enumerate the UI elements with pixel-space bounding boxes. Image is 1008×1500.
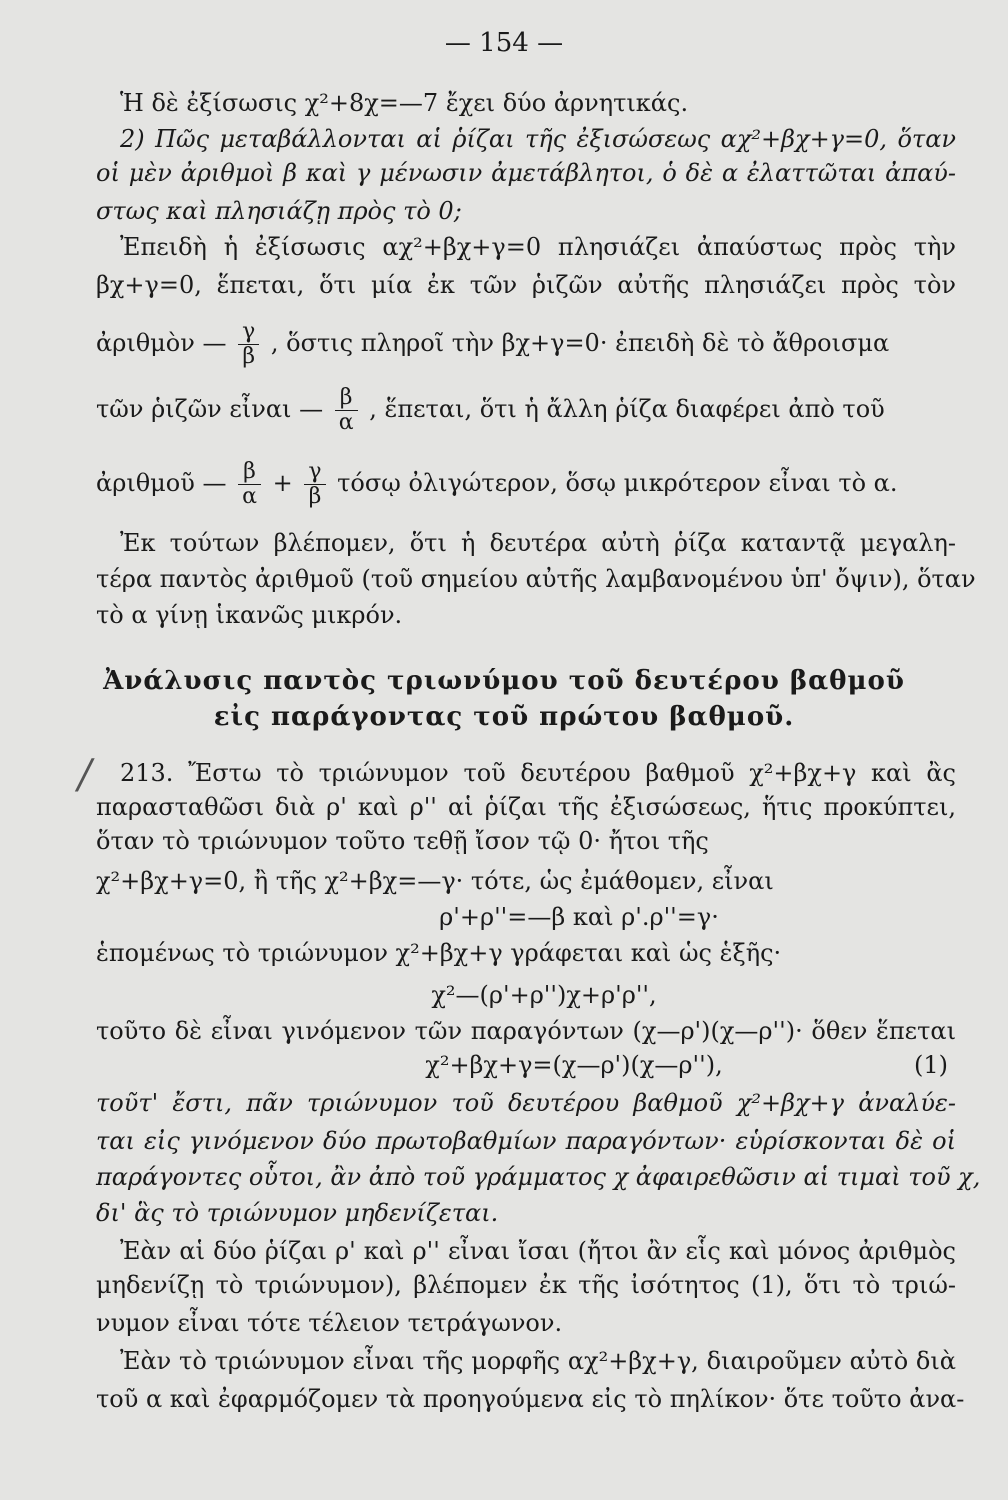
denominator: α [242,484,257,509]
text-line: τοῦτο δὲ εἶναι γινόμενον τῶν παραγόντων (χ—ρ')(χ—ρ'')· ὅθεν ἕπεται [96,1017,956,1045]
plus-sign: + [272,469,293,497]
text-line: τοῦτ' ἔστι, πᾶν τριώνυμον τοῦ δευτέρου βαθμοῦ χ²+βχ+γ ἀναλύε- [96,1089,956,1117]
fraction [238,460,261,509]
text-segment: , ἕπεται, ὅτι ἡ ἄλλη ῥίζα διαφέρει ἀπὸ τοῦ [369,395,885,423]
text-line: Ἐὰν αἱ δύο ῥίζαι ρ' καὶ ρ'' εἶναι ἴσαι (ἤτοι ἂν εἷς καὶ μόνος ἀριθμὸς [120,1237,956,1265]
text-line: στως καὶ πλησιάζῃ πρὸς τὸ 0; [96,197,462,225]
text-line: Ἐὰν τὸ τριώνυμον εἶναι τῆς μορφῆς αχ²+βχ+γ, διαιροῦμεν αὐτὸ διὰ [120,1347,956,1375]
text-line: μηδενίζῃ τὸ τριώνυμον), βλέπομεν ἐκ τῆς ἰσότητος (1), ὅτι τὸ τριώ- [96,1271,956,1299]
denominator: α [338,410,354,435]
text-segment: , ὅστις πληροῖ τὴν βχ+γ=0· ἐπειδὴ δὲ τὸ ἄθροισμα [270,329,890,357]
section-heading: Ἀνάλυσις παντὸς τριωνύμου τοῦ δευτέρου βαθμοῦ [103,666,905,696]
equation: χ²+βχ+γ=(χ—ρ')(χ—ρ''), [425,1051,723,1079]
fraction [304,460,325,509]
text-line: τοῦ α καὶ ἐφαρμόζομεν τὰ προηγούμενα εἰς τὸ πηλίκον· ὅτε τοῦτο ἀνα- [96,1385,965,1413]
text-segment: τῶν ῥιζῶν εἶναι — [96,395,324,423]
text-line: παρασταθῶσι διὰ ρ' καὶ ρ'' αἱ ῥίζαι τῆς ἐξισώσεως, ἥτις προκύπτει, [96,793,956,821]
section-heading: εἰς παράγοντας τοῦ πρώτου βαθμοῦ. [213,702,795,732]
equation: ρ'+ρ''=—β καὶ ρ'.ρ''=γ· [439,903,719,931]
equation-number: (1) [914,1051,948,1079]
text-line: οἱ μὲν ἀριθμοὶ β καὶ γ μένωσιν ἀμετάβλητοι, ὁ δὲ α ἐλαττῶται ἀπαύ- [96,159,956,187]
text-line: δι' ἃς τὸ τριώνυμον μηδενίζεται. [96,1199,499,1227]
fraction [335,386,358,435]
numerator: β [238,460,261,485]
text-line: παράγοντες οὗτοι, ἂν ἀπὸ τοῦ γράμματος χ ἀφαιρεθῶσιν αἱ τιμαὶ τοῦ χ, [96,1163,981,1191]
denominator: β [242,344,256,369]
text-segment: ἀριθμοῦ — [96,469,227,497]
numerator: β [335,386,358,411]
text-line: νυμον εἶναι τότε τέλειον τετράγωνον. [96,1309,563,1337]
numerator: γ [304,460,325,485]
text-line: βχ+γ=0, ἕπεται, ὅτι μία ἐκ τῶν ῥιζῶν αὐτῆς πλησιάζει πρὸς τὸν [96,271,956,299]
text-line: Ἐπειδὴ ἡ ἐξίσωσις αχ²+βχ+γ=0 πλησιάζει ἀπαύστως πρὸς τὴν [120,233,956,261]
text-segment: ἀριθμὸν — [96,329,227,357]
text-line: 2) Πῶς μεταβάλλονται αἱ ῥίζαι τῆς ἐξισώσεως αχ²+βχ+γ=0, ὅταν [120,125,956,153]
fraction-line [96,384,956,434]
fraction-line [96,318,956,368]
text-line: ὅταν τὸ τριώνυμον τοῦτο τεθῇ ἴσον τῷ 0· ἤτοι τῆς [96,827,709,855]
text-segment: τόσῳ ὀλιγώτερον, ὅσῳ μικρότερον εἶναι τὸ α. [337,469,898,497]
equation: χ²—(ρ'+ρ'')χ+ρ'ρ'', [431,981,657,1009]
text-line: Ἡ δὲ ἐξίσωσις χ²+8χ=—7 ἔχει δύο ἀρνητικάς. [120,89,689,117]
fraction-line [96,458,956,508]
text-line: Ἐκ τούτων βλέπομεν, ὅτι ἡ δευτέρα αὐτὴ ῥίζα καταντᾷ μεγαλη- [120,529,956,557]
text-line: τέρα παντὸς ἀριθμοῦ (τοῦ σημείου αὐτῆς λαμβανομένου ὑπ' ὄψιν), ὅταν [96,565,976,593]
numerator: γ [238,320,259,345]
fraction [238,320,259,369]
text-line: χ²+βχ+γ=0, ἢ τῆς χ²+βχ=—γ· τότε, ὡς ἐμάθομεν, εἶναι [96,867,774,895]
text-line: ται εἰς γινόμενον δύο πρωτοβαθμίων παραγόντων· εὑρίσκονται δὲ οἱ [96,1127,956,1155]
margin-annotation: / [78,752,92,798]
text-line: ἑπομένως τὸ τριώνυμον χ²+βχ+γ γράφεται καὶ ὡς ἑξῆς· [96,939,782,967]
denominator: β [308,484,322,509]
page-number: — 154 — [444,28,564,58]
text-line: 213. Ἔστω τὸ τριώνυμον τοῦ δευτέρου βαθμοῦ χ²+βχ+γ καὶ ἂς [120,759,956,787]
text-line: τὸ α γίνῃ ἱκανῶς μικρόν. [96,601,403,629]
